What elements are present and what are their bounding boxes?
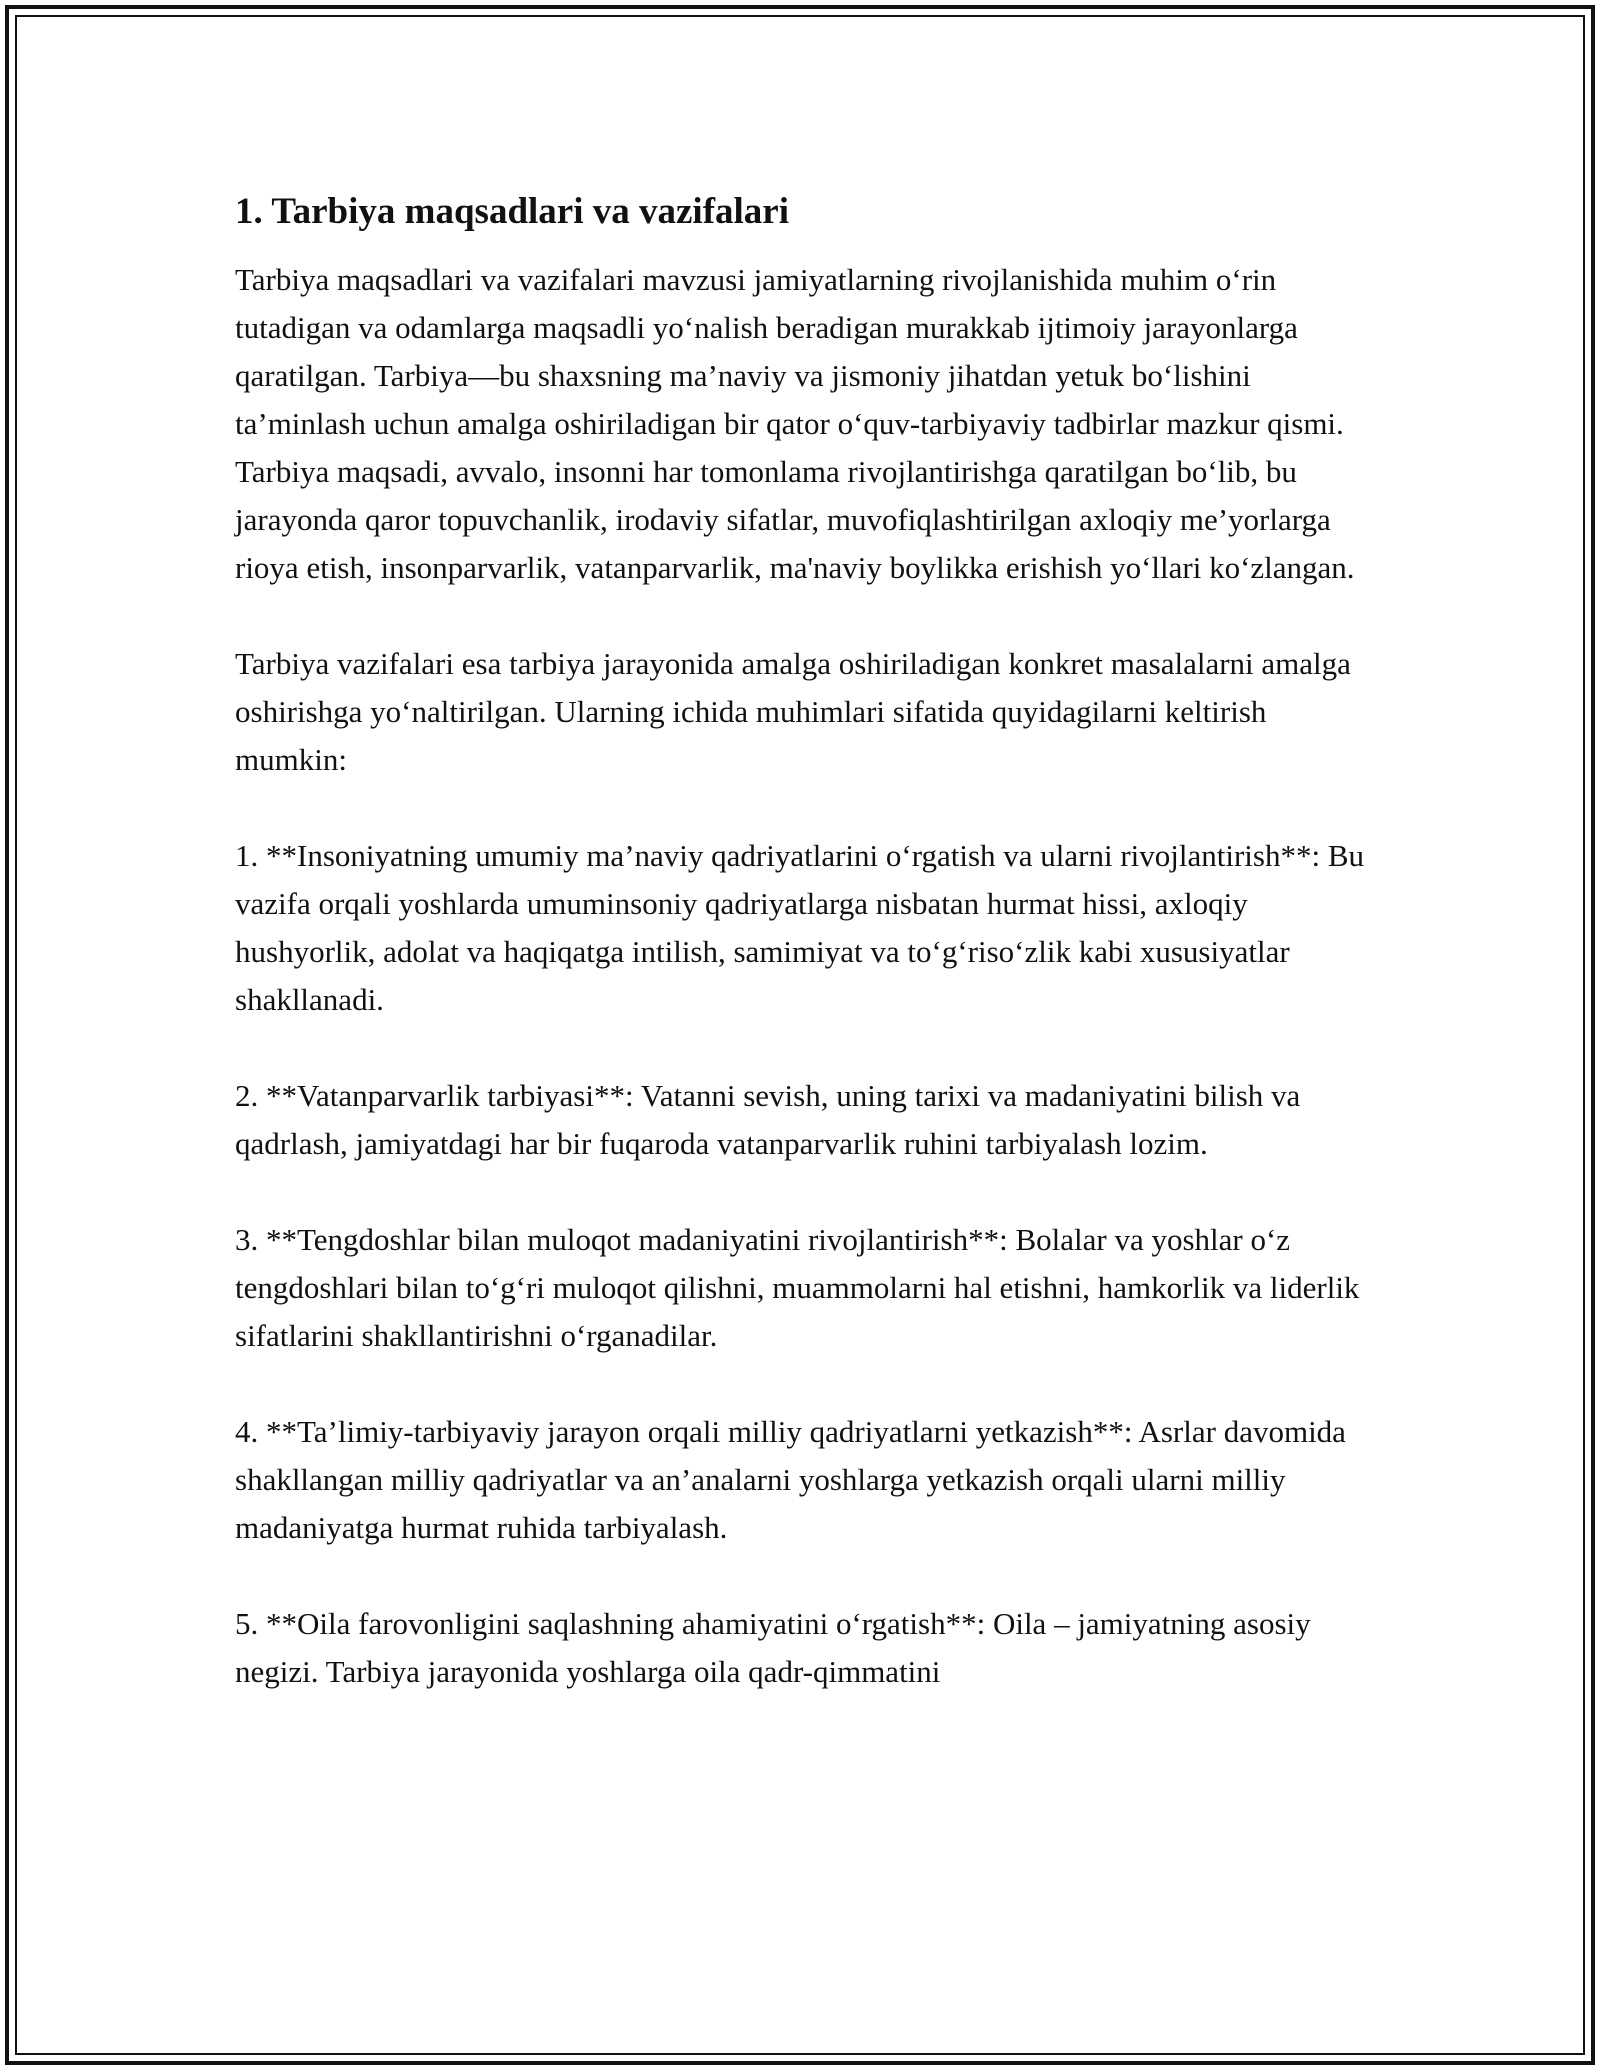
- paragraph-tasks-intro: Tarbiya vazifalari esa tarbiya jarayonida amalga oshiriladigan konkret masalalarni amalga oshirishga yo‘naltirilgan. Ularning ichida muhimlari sifatida quyidagilarni keltirish mumkin:: [235, 646, 1351, 778]
- list-item-5: 5. **Oila farovonligini saqlashning ahamiyatini o‘rgatish**: Oila – jamiyatning asosiy negizi. Tarbiya jarayonida yoshlarga oila qadr-qimmatini: [235, 1606, 1311, 1690]
- document-body: [235, 180, 1385, 1744]
- list-item-4: 4. **Ta’limiy-tarbiyaviy jarayon orqali milliy qadriyatlarni yetkazish**: Asrlar davomida shakllangan milliy qadriyatlar va an’analarni yoshlarga yetkazish orqali ularni milliy madaniyatga hurmat ruhida tarbiyalash.: [235, 1414, 1346, 1546]
- section-heading: 1. Tarbiya maqsadlari va vazifalari: [235, 191, 790, 232]
- paragraph-intro: Tarbiya maqsadlari va vazifalari mavzusi jamiyatlarning rivojlanishida muhim o‘rin tutadigan va odamlarga maqsadli yo‘nalish beradigan murakkab ijtimoiy jarayonlarga qaratilgan. Tarbiya—bu shaxsning ma’naviy va jismoniy jihatdan yetuk bo‘lishini ta’minlash uchun amalga oshiriladigan bir qator o‘quv-tarbiyaviy tadbirlar mazkur qismi. Tarbiya maqsadi, avvalo, insonni har tomonlama rivojlantirishga qaratilgan bo‘lib, bu jarayonda qaror topuvchanlik, irodaviy sifatlar, muvofiqlashtirilgan axloqiy me’yorlarga rioya etish, insonparvarlik, vatanparvarlik, ma'naviy boylikka erishish yo‘llari ko‘zlangan.: [235, 262, 1355, 586]
- list-item-3: 3. **Tengdoshlar bilan muloqot madaniyatini rivojlantirish**: Bolalar va yoshlar o‘z tengdoshlari bilan to‘g‘ri muloqot qilishni, muammolarni hal etishni, hamkorlik va liderlik sifatlarini shakllantirishni o‘rganadilar.: [235, 1222, 1360, 1354]
- list-item-2: 2. **Vatanparvarlik tarbiyasi**: Vatanni sevish, uning tarixi va madaniyatini bilish va qadrlash, jamiyatdagi har bir fuqaroda vatanparvarlik ruhini tarbiyalash lozim.: [235, 1078, 1301, 1162]
- list-item-1: 1. **Insoniyatning umumiy ma’naviy qadriyatlarini o‘rgatish va ularni rivojlantirish**: Bu vazifa orqali yoshlarda umuminsoniy qadriyatlarga nisbatan hurmat hissi, axloqiy hushyorlik, adolat va haqiqatga intilish, samimiyat va to‘g‘riso‘zlik kabi xususiyatlar shakllanadi.: [235, 838, 1365, 1018]
